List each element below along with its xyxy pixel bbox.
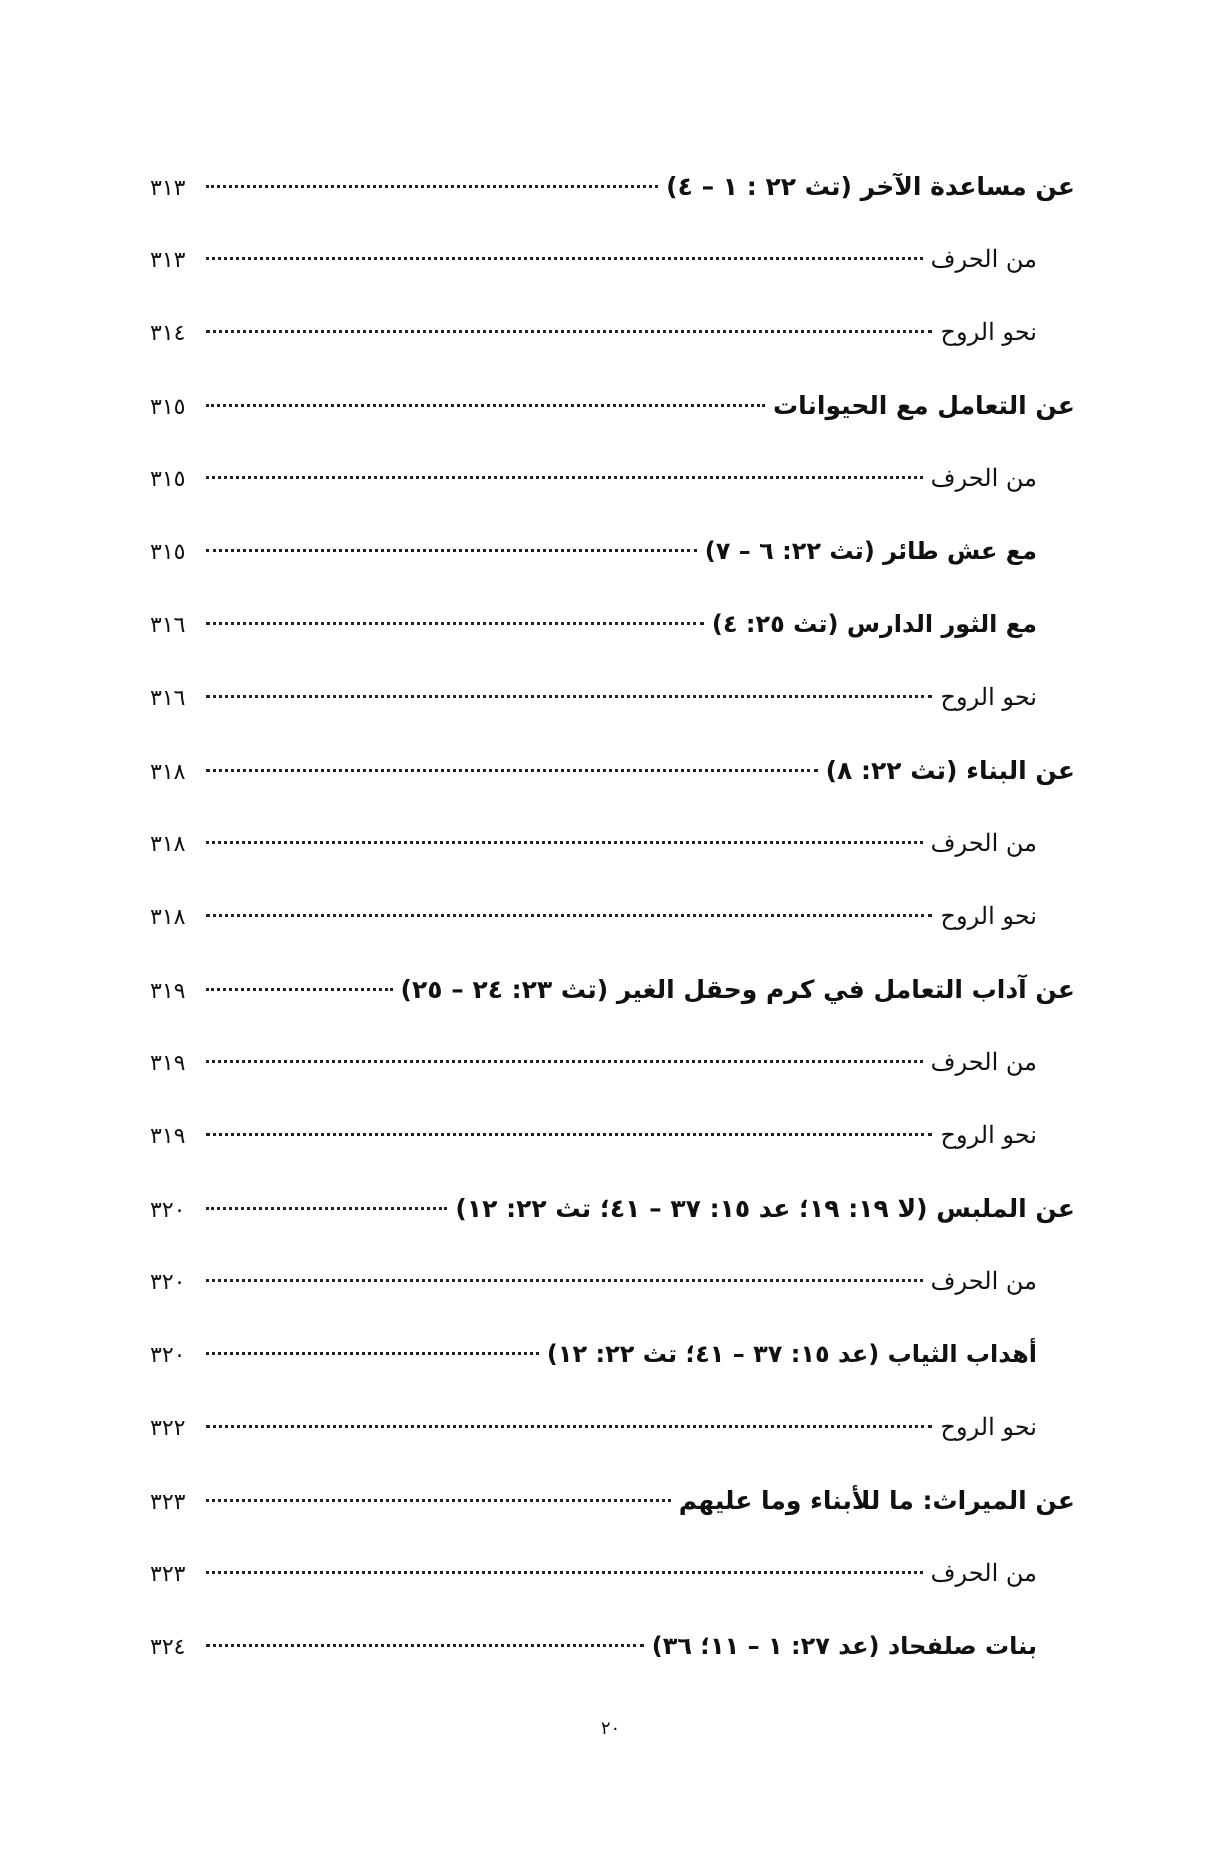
dot-leader bbox=[206, 476, 923, 479]
toc-entry-title: من الحرف bbox=[930, 1559, 1037, 1587]
toc-entry-page: ٣١٥ bbox=[150, 540, 186, 565]
toc-entry bbox=[150, 1026, 1075, 1099]
toc-entry-page: ٣١٤ bbox=[150, 321, 186, 346]
toc-entry bbox=[150, 953, 1075, 1026]
toc-entry bbox=[150, 1245, 1075, 1318]
toc-entry-title: نحو الروح bbox=[940, 683, 1037, 711]
toc-entry-page: ٣١٨ bbox=[150, 832, 186, 857]
toc-entry-title: من الحرف bbox=[930, 245, 1037, 273]
dot-leader bbox=[206, 914, 932, 917]
toc-entry-page: ٣١٨ bbox=[150, 760, 186, 785]
toc-entry-title: نحو الروح bbox=[940, 902, 1037, 930]
dot-leader bbox=[206, 185, 658, 188]
toc-entry-title: أهداب الثياب (عد ١٥: ٣٧ – ٤١؛ تث ٢٢: ١٢) bbox=[546, 1340, 1037, 1368]
dot-leader bbox=[206, 622, 704, 625]
toc-entry-title: عن الميراث: ما للأبناء وما عليهم bbox=[678, 1486, 1075, 1515]
dot-leader bbox=[206, 695, 932, 698]
page-number: ٢٠ bbox=[600, 1718, 621, 1739]
dot-leader bbox=[206, 1133, 932, 1136]
dot-leader bbox=[206, 988, 393, 991]
dot-leader bbox=[206, 1060, 923, 1063]
dot-leader bbox=[206, 1425, 932, 1428]
toc-entry-title: عن التعامل مع الحيوانات bbox=[772, 391, 1075, 420]
toc-entry-title: من الحرف bbox=[930, 1048, 1037, 1076]
toc-entry bbox=[150, 223, 1075, 296]
toc-entry bbox=[150, 442, 1075, 515]
toc-entry-page: ٣٢٠ bbox=[150, 1343, 186, 1368]
toc-entry-title: من الحرف bbox=[930, 464, 1037, 492]
dot-leader bbox=[206, 257, 923, 260]
toc-entry bbox=[150, 1099, 1075, 1172]
toc-entry-page: ٣١٥ bbox=[150, 395, 186, 420]
toc-entry bbox=[150, 807, 1075, 880]
table-of-contents bbox=[150, 150, 1075, 1683]
toc-entry-page: ٣٢٤ bbox=[150, 1635, 186, 1660]
dot-leader bbox=[206, 769, 818, 772]
toc-entry-page: ٣١٦ bbox=[150, 686, 186, 711]
toc-entry bbox=[150, 880, 1075, 953]
dot-leader bbox=[206, 1644, 644, 1647]
toc-entry bbox=[150, 150, 1075, 223]
toc-entry bbox=[150, 1318, 1075, 1391]
toc-entry-page: ٣٢٠ bbox=[150, 1198, 186, 1223]
toc-entry bbox=[150, 734, 1075, 807]
dot-leader bbox=[206, 1279, 923, 1282]
toc-entry bbox=[150, 588, 1075, 661]
toc-entry bbox=[150, 515, 1075, 588]
toc-entry-page: ٣٢٣ bbox=[150, 1562, 186, 1587]
toc-entry bbox=[150, 369, 1075, 442]
toc-entry-page: ٣٢٠ bbox=[150, 1270, 186, 1295]
toc-entry-title: نحو الروح bbox=[940, 1413, 1037, 1441]
toc-entry-page: ٣١٣ bbox=[150, 248, 186, 273]
toc-entry-title: عن آداب التعامل في كرم وحقل الغير (تث ٢٣: ٢٤ – ٢٥) bbox=[400, 975, 1075, 1004]
toc-entry-title: من الحرف bbox=[930, 829, 1037, 857]
dot-leader bbox=[206, 1499, 671, 1502]
toc-entry bbox=[150, 296, 1075, 369]
toc-entry bbox=[150, 1172, 1075, 1245]
toc-entry bbox=[150, 1391, 1075, 1464]
dot-leader bbox=[206, 1352, 539, 1355]
toc-entry-page: ٣١٥ bbox=[150, 467, 186, 492]
toc-entry-page: ٣١٩ bbox=[150, 979, 186, 1004]
toc-entry bbox=[150, 1537, 1075, 1610]
dot-leader bbox=[206, 1207, 447, 1210]
toc-entry-page: ٣١٦ bbox=[150, 613, 186, 638]
toc-entry bbox=[150, 1464, 1075, 1537]
dot-leader bbox=[206, 1571, 923, 1574]
toc-entry-page: ٣٢٣ bbox=[150, 1490, 186, 1515]
toc-entry-title: عن مساعدة الآخر (تث ٢٢ : ١ – ٤) bbox=[666, 172, 1075, 201]
dot-leader bbox=[206, 330, 932, 333]
toc-entry-page: ٣٢٢ bbox=[150, 1416, 186, 1441]
toc-entry-title: عن البناء (تث ٢٢: ٨) bbox=[825, 756, 1075, 785]
toc-entry bbox=[150, 661, 1075, 734]
dot-leader bbox=[206, 404, 765, 407]
dot-leader bbox=[206, 841, 923, 844]
toc-entry-title: نحو الروح bbox=[940, 1121, 1037, 1149]
toc-entry-title: مع عش طائر (تث ٢٢: ٦ – ٧) bbox=[704, 537, 1037, 565]
toc-entry bbox=[150, 1610, 1075, 1683]
toc-entry-title: بنات صلفحاد (عد ٢٧: ١ – ١١؛ ٣٦) bbox=[651, 1632, 1037, 1660]
toc-entry-title: مع الثور الدارس (تث ٢٥: ٤) bbox=[711, 610, 1037, 638]
toc-entry-title: نحو الروح bbox=[940, 318, 1037, 346]
dot-leader bbox=[206, 549, 697, 552]
toc-entry-page: ٣١٨ bbox=[150, 905, 186, 930]
toc-entry-page: ٣١٣ bbox=[150, 176, 186, 201]
toc-entry-page: ٣١٩ bbox=[150, 1051, 186, 1076]
toc-entry-page: ٣١٩ bbox=[150, 1124, 186, 1149]
toc-entry-title: عن الملبس (لا ١٩: ١٩؛ عد ١٥: ٣٧ – ٤١؛ تث ٢٢: ١٢) bbox=[455, 1194, 1075, 1223]
toc-entry-title: من الحرف bbox=[930, 1267, 1037, 1295]
